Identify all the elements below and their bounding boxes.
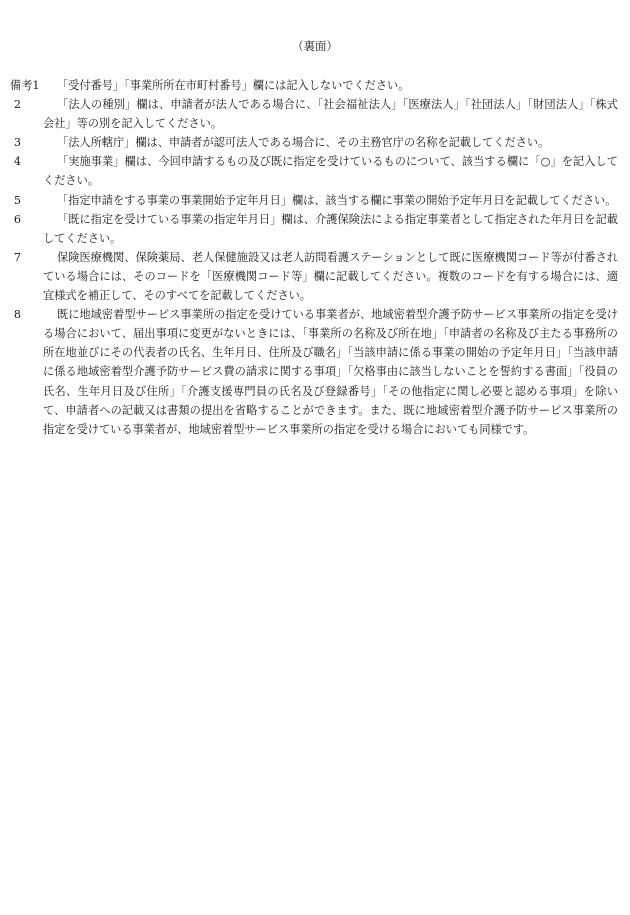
note-text: 「法人所轄庁」欄は、申請者が認可法人である場合に、その主務官庁の名称を記載してください。 — [57, 136, 550, 150]
note-number: 7 — [13, 250, 21, 264]
note-item-8 — [10, 305, 618, 439]
note-item-6 — [10, 210, 618, 248]
note-item-4 — [10, 152, 618, 190]
note-text: 「既に指定を受けている事業の指定年月日」欄は、介護保険法による指定事業者として指定された年月日を記載してください。 — [43, 212, 618, 245]
note-number: 2 — [13, 98, 21, 112]
note-text: 「受付番号」「事業所所在市町村番号」欄には記入しないでください。 — [57, 79, 410, 92]
note-text: 保険医療機関、保険薬局、老人保健施設又は老人訪問看護ステーションとして既に医療機関コード等が付番されている場合には、そのコードを「医療機関コード等」欄に記載してください。複数のコードを有する場合には、適宜様式を補正して、そのすべてを記載してください。 — [43, 250, 618, 303]
note-number: 5 — [13, 193, 21, 207]
note-number: 4 — [13, 155, 21, 169]
notes-list — [10, 76, 618, 439]
note-number: 備考1 — [10, 79, 40, 92]
note-item-1 — [10, 76, 618, 95]
note-text: 「法人の種別」欄は、申請者が法人である場合に、「社会福祉法人」「医療法人」「社団法人」「財団法人」「株式会社」等の別を記入してください。 — [43, 98, 618, 131]
page-title: （裏面） — [292, 39, 338, 53]
note-item-5 — [10, 191, 618, 210]
note-number: 6 — [13, 212, 21, 226]
note-number: 8 — [13, 308, 21, 322]
note-item-3 — [10, 133, 618, 152]
note-item-2 — [10, 95, 618, 133]
note-text: 「実施事業」欄は、今回申請するもの及び既に指定を受けているものについて、該当する欄に「○」を記入してください。 — [43, 155, 618, 188]
note-text: 既に地域密着型サービス事業所の指定を受けている事業者が、地域密着型介護予防サービス事業所の指定を受ける場合において、届出事項に変更がないときには、「事業所の名称及び所在地」「申請者の名称及び主たる事務所の所在地並びにその代表者の氏名、生年月日、住所及び職名」「当該申請に係る事業の開始の予定年月日」「当該申請に係る地域密着型介護予防サービス費の請求に関する事項」「欠格事由に該当しないことを誓約する書面」「役員の氏名、生年月日及び住所」「介護支援専門員の氏名及び登録番号」「その他指定に関し必要と認める事項」を除いて、申請者への記載又は書類の提出を省略することができます。また、既に地域密着型介護予防サービス事業所の指定を受けている事業者が、地域密着型サービス事業所の指定を受ける場合においても同様です。 — [43, 308, 618, 436]
note-text: 「指定申請をする事業の事業開始予定年月日」欄は、該当する欄に事業の開始予定年月日を記載してください。 — [57, 193, 617, 207]
note-number: 3 — [13, 136, 21, 150]
note-item-7 — [10, 248, 618, 305]
